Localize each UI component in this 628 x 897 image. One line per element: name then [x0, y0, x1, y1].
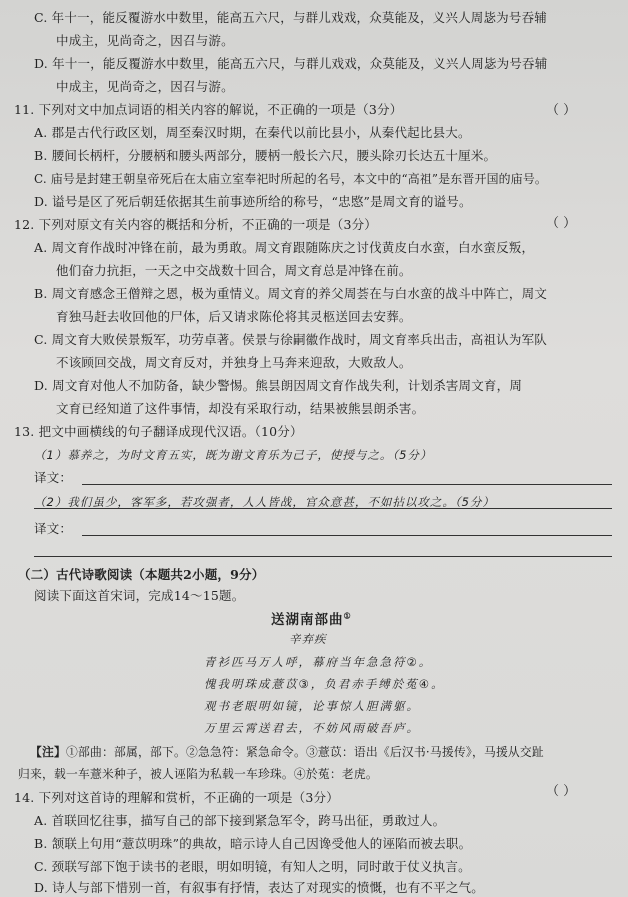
- q14-stem: 14. 下列对这首诗的理解和赏析，不正确的一项是（3分）: [14, 790, 339, 805]
- q13-answer-line-1a[interactable]: [82, 484, 612, 485]
- q12-option-b-line1: B. 周文育感念王僧辩之恩，极为重情义。周文育的养父周荟在与白水蛮的战斗中阵亡，周文: [34, 286, 548, 301]
- poem-note-line-2: 归来，载一车薏米种子，被人诬陷为私载一车珍珠。④於菟：老虎。: [18, 767, 378, 781]
- poem-note-line-1: [30, 744, 544, 760]
- q10-option-d-line1: D. 年十一，能反覆游水中数里，能高五六尺，与群儿戏戏，众莫能及，义兴人周毖为号吞辅: [34, 56, 548, 71]
- q12-option-d-line1: D. 周文育对他人不加防备，缺少警惕。熊昙朗因周文育作战失利，计划杀害周文育，周: [34, 378, 523, 393]
- section-intro: 阅读下面这首宋词，完成14～15题。: [34, 588, 245, 603]
- q12-option-b-line2: 育独马赶去收回他的尸体，后又请求陈伦将其灵柩送回去安葬。: [56, 309, 412, 324]
- q11-stem: 11. 下列对文中加点词语的相关内容的解说，不正确的一项是（3分）: [14, 102, 403, 117]
- q11-option-a: A. 郡是古代行政区划，周至秦汉时期，在秦代以前比县小，从秦代起比县大。: [34, 125, 471, 140]
- q14-answer-paren: （ ）: [546, 784, 577, 799]
- q10-option-c-line2: 中成主，见尚奇之，因召与游。: [56, 33, 234, 48]
- q10-option-d-line2: 中成主，见尚奇之，因召与游。: [56, 79, 234, 94]
- q12-option-a-line2: 他们奋力抗拒，一天之中交战数十回合，周文育总是冲锋在前。: [56, 263, 412, 278]
- q13-sentence-2: （2）我们虽少，客军多，若攻强者，人人皆战，官众意甚，不如拈以攻之。（5分）: [34, 495, 495, 509]
- q12-option-c-line2: 不该顾回交战，周文育反对，并独身上马奔来迎敌，大败敌人。: [56, 355, 412, 370]
- q13-stem: 13. 把文中画横线的句子翻译成现代汉语。（10分）: [14, 424, 303, 439]
- q14-option-d: D. 诗人与部下惜别一首，有叙事有抒情，表达了对现实的愤慨，也有不平之气。: [34, 880, 484, 895]
- poem-title: [271, 608, 352, 628]
- q11-answer-paren: （ ）: [546, 103, 577, 118]
- q13-translation-label-1: 译文：: [34, 470, 73, 485]
- q14-option-b: B. 颔联上句用“薏苡明珠”的典故，暗示诗人自己因谗受他人的诬陷而被去职。: [34, 836, 472, 851]
- q11-option-d: D. 谥号是区了死后朝廷依据其生前事迹所给的称号，“忠愍”是周文育的谥号。: [34, 194, 472, 209]
- poem-line-4: 万里云霄送君去，不妨风雨破吾庐。: [204, 721, 420, 735]
- section-heading: （二）古代诗歌阅读（本题共2小题，9分）: [18, 567, 265, 582]
- q13-sentence-1: （1）慕养之，为时文育五实，既为谢文育乐为己子，使授与之。（5分）: [34, 448, 433, 462]
- poem-line-2: 愧我明珠成薏苡③，负君赤手缚於菟④。: [204, 677, 445, 691]
- q11-option-b: B. 腰间长柄杆，分腰柄和腰头两部分，腰柄一般长六尺，腰头除刃长达五十厘米。: [34, 148, 497, 163]
- q14-option-c: C. 颈联写部下饱于读书的老眼，明如明镜，有知人之明，同时敢于仗义执言。: [34, 859, 471, 874]
- note-text-1: ①部曲：部属，部下。②急急符：紧急命令。③薏苡：语出《后汉书·马援传》，马援从交趾: [66, 745, 544, 759]
- q12-option-d-line2: 文育已经知道了这件事情，却没有采取行动，结果被熊昙朗杀害。: [56, 401, 425, 416]
- poem-title-text: 送湖南部曲: [271, 612, 344, 628]
- poem-line-3: 观书老眼明如镜，论事惊人胆满躯。: [204, 699, 420, 713]
- poem-author: 辛弃疾: [289, 632, 327, 646]
- q10-option-c-line1: C. 年十一，能反覆游水中数里，能高五六尺，与群儿戏戏，众莫能及，义兴人周毖为号吞辅: [34, 10, 547, 25]
- q13-answer-line-2a[interactable]: [82, 535, 612, 536]
- q14-option-a: A. 首联回忆往事，描写自己的部下接到紧急军令，跨马出征，勇敢过人。: [34, 813, 446, 828]
- q12-stem: 12. 下列对原文有关内容的概括和分析，不正确的一项是（3分）: [14, 217, 378, 232]
- poem-title-note-mark: ①: [343, 610, 352, 621]
- q12-answer-paren: （ ）: [546, 216, 577, 231]
- q11-option-c: C. 庙号是封建王朝皇帝死后在太庙立室奉祀时所起的名号，本文中的“高祖”是东晋开国的庙号。: [34, 172, 548, 186]
- q12-option-a-line1: A. 周文育作战时冲锋在前，最为勇敢。周文育跟随陈庆之讨伐黄皮白水蛮，白水蛮反叛，: [34, 240, 535, 255]
- note-label: 【注】: [30, 745, 66, 759]
- q12-option-c-line1: C. 周文育大败侯景叛军，功劳卓著。侯景与徐嗣徽作战时，周文育率兵出击，高祖认为军队: [34, 332, 547, 347]
- q13-translation-label-2: 译文：: [34, 521, 73, 536]
- q13-answer-line-2b[interactable]: [34, 556, 612, 557]
- poem-line-1: 青衫匹马万人呼，幕府当年急急符②。: [204, 655, 433, 669]
